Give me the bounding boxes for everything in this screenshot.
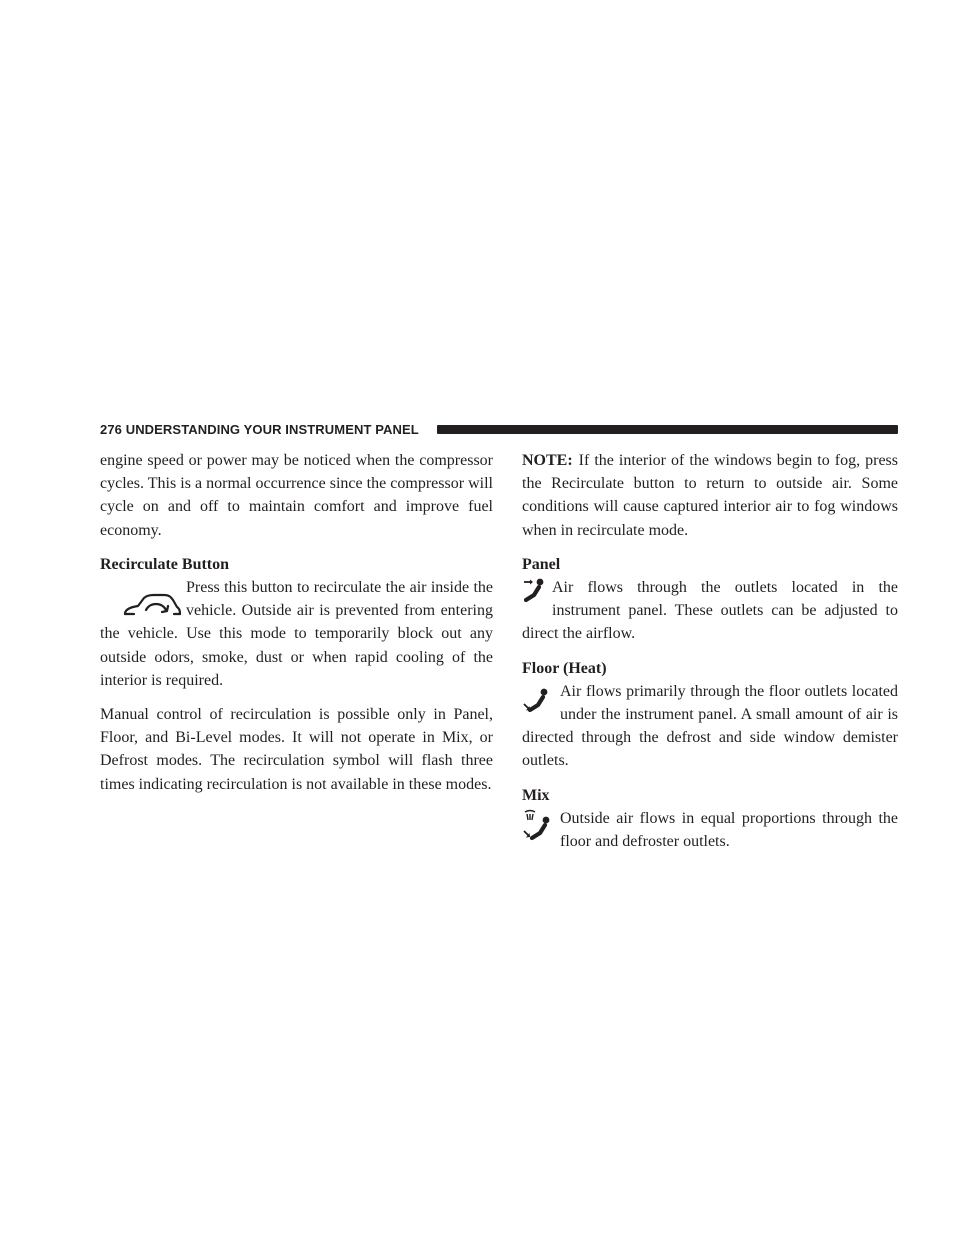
note-paragraph: [522, 449, 898, 542]
note-text: If the interior of the windows begin to fog, press the Recirculate button to return to outside air. Some conditions will cause captured interior air to fog windows when in recirculate mode.: [522, 452, 898, 539]
note-label: NOTE:: [522, 452, 573, 469]
panel-paragraph: Air flows through the outlets located in the instrument panel. These outlets can be adjusted to direct the airflow.: [522, 579, 898, 643]
mix-mode-icon: [522, 807, 560, 855]
floor-paragraph: Air flows primarily through the floor outlets located under the instrument panel. A small amount of air is directed through the defrost and side window demister outlets.: [522, 682, 898, 770]
floor-mode-icon: [522, 680, 560, 720]
right-column: [522, 449, 898, 855]
intro-paragraph: engine speed or power may be noticed when the compressor cycles. This is a normal occurrence since the compressor will cycle on and off to maintain comfort and improve fuel economy.: [100, 452, 493, 539]
mix-paragraph: Outside air flows in equal proportions through the floor and defroster outlets.: [560, 809, 898, 851]
page-header: [100, 422, 898, 438]
manual-control-paragraph: Manual control of recirculation is possible only in Panel, Floor, and Bi-Level modes. It will not operate in Mix, or Defrost modes. The recirculation symbol will flash three times indicating recirculation is not available in these modes.: [100, 706, 493, 793]
panel-heading: Panel: [522, 555, 561, 573]
left-column: [100, 449, 493, 796]
floor-heading: Floor (Heat): [522, 659, 607, 677]
mix-heading: Mix: [522, 786, 550, 804]
page-number-title: 276 UNDERSTANDING YOUR INSTRUMENT PANEL: [100, 422, 419, 437]
recirculate-paragraph: Press this button to recirculate the air inside the vehicle. Outside air is prevented from entering the vehicle. Use this mode to temporarily block out any outside odors, smoke, dust or when rapid cooling of the interior is required.: [100, 579, 493, 689]
panel-mode-icon: [522, 576, 552, 616]
recirculate-heading: Recirculate Button: [100, 555, 230, 573]
header-rule: [437, 425, 898, 434]
recirculate-icon: [100, 576, 186, 622]
